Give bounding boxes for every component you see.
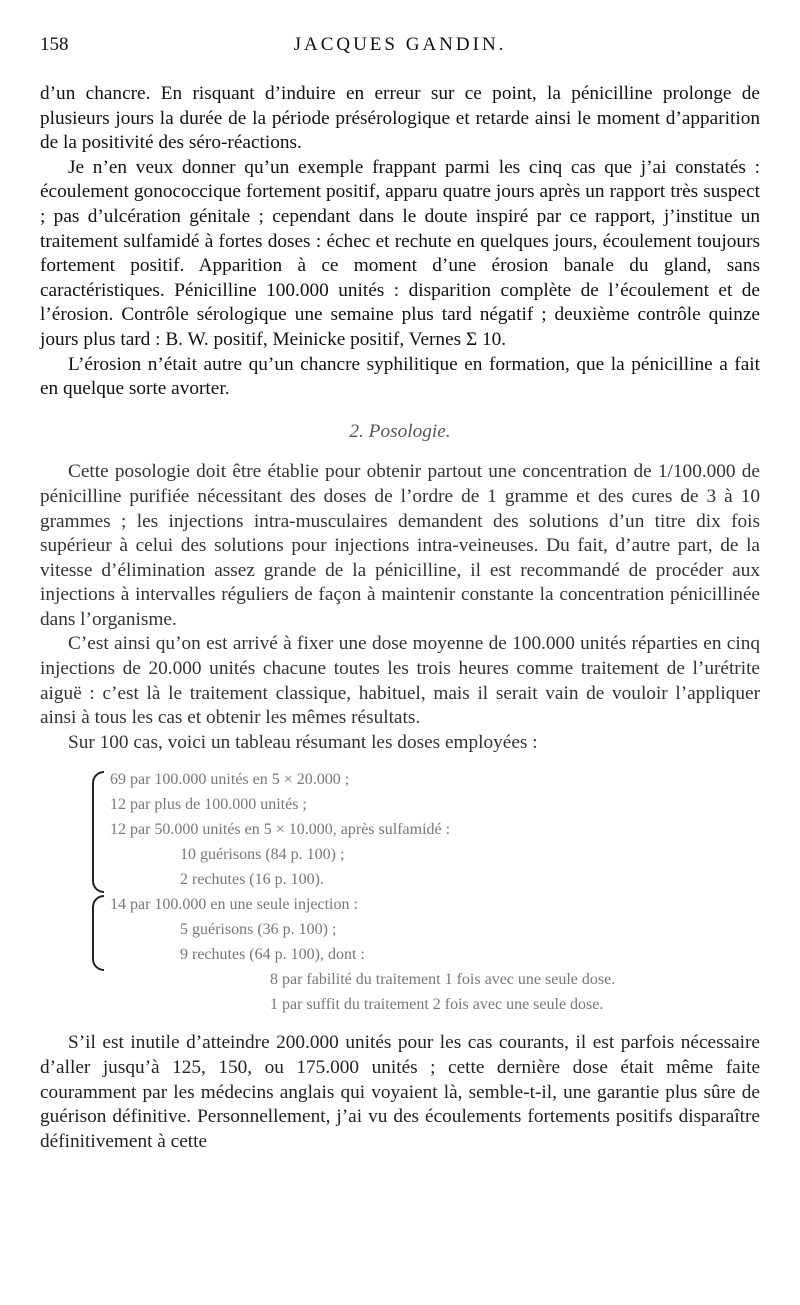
table-line: 10 guérisons (84 p. 100) ; — [180, 846, 345, 864]
paragraph: S’il est inutile d’atteindre 200.000 unités pour les cas courants, il est parfois nécessaire d’aller jusqu’à 125, 150, ou 175.000 unités ; cette dernière dose était même faite couramment par les médecins anglais qui voyaient là, semble-t-il, une garantie plus sûre de guérison définitive. Personnellement, j’ai vu des écoulements fortements positifs disparaître définitivement à cette — [40, 1032, 760, 1152]
page-body — [40, 82, 760, 1154]
paragraph: Cette posologie doit être établie pour obtenir partout une concentration de 1/100.000 de pénicilline purifiée nécessitant des doses de l’ordre de 1 gramme et des cures de 3 à 10 grammes ; les injections intra-musculaires demandent des solutions d’un titre dix fois supérieur à celui des solutions pour injections intra-veineuses. Du fait, d’autre part, de la vitesse d’élimination assez grande de la pénicilline, il est recommandé de procéder aux injections à intervalles réguliers de façon à maintenir constante la concentration pénicillinée dans l’organisme. — [40, 461, 760, 630]
paragraph: Je n’en veux donner qu’un exemple frappant parmi les cinq cas que j’ai constatés : écoulement gonococcique fortement positif, apparu quatre jours après un rapport très suspect ; pas d’ulcération génitale ; cependant dans le doute inspiré par ce rapport, j’institue un traitement sulfamidé à fortes doses : échec et rechute en quelques jours, écoulement toujours fortement positif. Apparition à ce moment d’une érosion banale du gland, sans caractéristiques. Pénicilline 100.000 unités : disparition complète de l’écoulement et de l’érosion. Contrôle sérologique une semaine plus tard négatif ; deuxième contrôle quinze jours plus tard : B. W. positif, Meinicke positif, Vernes Σ 10. — [40, 156, 760, 350]
table-line: 14 par 100.000 en une seule injection : — [110, 896, 358, 914]
paragraph: d’un chancre. En risquant d’induire en erreur sur ce point, la pénicilline prolonge de plusieurs jours la durée de la période présérologique et retarde ainsi le moment d’apparition de la positivité des séro-réactions. — [40, 83, 760, 154]
section-title: 2. Posologie. — [349, 420, 451, 442]
paragraph: L’érosion n’était autre qu’un chancre syphilitique en formation, que la pénicilline a fait en quelque sorte avorter. — [40, 353, 760, 400]
table-line: 1 par suffit du traitement 2 fois avec une seule dose. — [270, 996, 604, 1014]
table-line: 8 par fabilité du traitement 1 fois avec une seule dose. — [270, 971, 616, 989]
table-line: 69 par 100.000 unités en 5 × 20.000 ; — [110, 771, 350, 789]
table-line: 2 rechutes (16 p. 100). — [180, 871, 324, 889]
paragraph: Sur 100 cas, voici un tableau résumant les doses employées : — [68, 731, 538, 753]
running-title: JACQUES GANDIN. — [293, 34, 507, 55]
table-line: 12 par 50.000 unités en 5 × 10.000, après sulfamidé : — [110, 821, 451, 839]
table-line: 9 rechutes (64 p. 100), dont : — [180, 946, 365, 964]
page-number: 158 — [40, 34, 69, 55]
paragraph: C’est ainsi qu’on est arrivé à fixer une dose moyenne de 100.000 unités réparties en cinq injections de 20.000 unités chacune toutes les trois heures comme traitement de l’urétrite aiguë : c’est là le traitement classique, habituel, mais il serait vain de vouloir l’appliquer ainsi à tous les cas et obtenir les mêmes résultats. — [40, 633, 760, 729]
table-line: 5 guérisons (36 p. 100) ; — [180, 921, 337, 939]
page-header — [40, 34, 760, 58]
table-line: 12 par plus de 100.000 unités ; — [110, 796, 307, 814]
dose-table — [40, 767, 760, 1017]
